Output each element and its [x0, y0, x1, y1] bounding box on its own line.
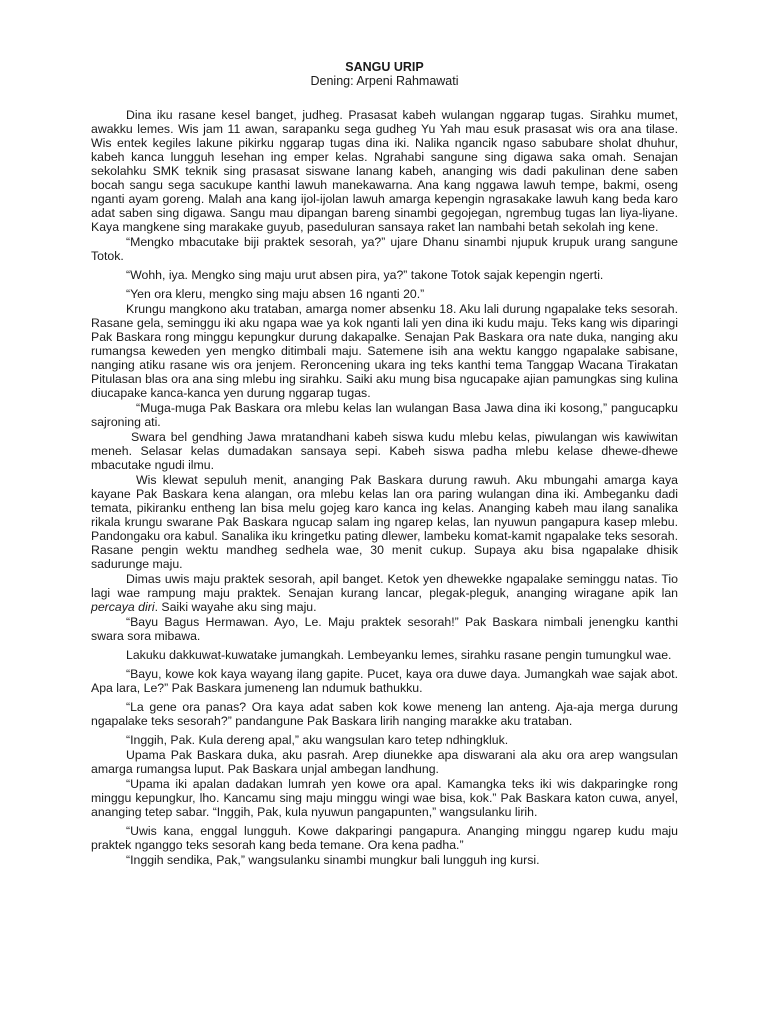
paragraph: Dina iku rasane kesel banget, judheg. Prasasat kabeh wulangan nggarap tugas. Sirahku mumet, awakku lemes. Wis jam 11 awan, sarapanku sega gudheg Yu Yah mau esuk prasasat wis ora ana tilase. Wis entek kegiles lakune pikirku nggarap tugas dina iki. Nalika ngancik ngaso sabubare sholat dhuhur, kabeh kanca lungguh lesehan ing emper kelas. Ngrahabi sangune sing digawa saka omah. Senajan sekolahku SMK teknik sing prasasat siswane lanang kabeh, ananging wis dadi pakulinan dene saben bocah sangu sega sacukupe kanthi lawuh manekawarna. Ana kang nggawa lawuh tempe, bakmi, oseng nganti ayam goreng. Malah ana kang ijol-ijolan lawuh amarga kepengin ngrasakake lawuh kang beda karo adat saben sing digawa. Sangu mau dipangan bareng sinambi gegojegan, ngrembug tugas lan liya-liyane. Kaya mangkene sing marakake guyub, paseduluran sansaya raket lan nambahi betah sekolah ing kene. — [91, 108, 678, 234]
paragraph: “Bayu Bagus Hermawan. Ayo, Le. Maju praktek sesorah!” Pak Baskara nimbali jenengku kanthi swara sora mibawa. — [91, 615, 678, 643]
paragraph: Lakuku dakkuwat-kuwatake jumangkah. Lembeyanku lemes, sirahku rasane pengin tumungkul wae. — [126, 648, 672, 662]
paragraph: Krungu mangkono aku trataban, amarga nomer absenku 18. Aku lali durung ngapalake teks sesorah. Rasane gela, seminggu iki aku ngapa wae ya kok nganti lali yen dina iki kudu maju. Teks kang wis diparingi Pak Baskara rong minggu kepungkur durung dakapalke. Senajan Pak Baskara ora nate duka, nanging aku rumangsa keweden yen mengko ditimbali maju. Satemene isih ana wektu kanggo ngapalake sabisane, nanging atiku rasane wis ora jenjem. Reroncening ukara ing teks kanthi tema Tanggap Wacana Tirakatan Pitulasan blas ora ana sing mlebu ing sirahku. Saiki aku mung bisa ngucapake ajian pamungkas sing kulina diucapake kanca-kanca yen durung nggarap tugas. — [91, 302, 678, 400]
paragraph-text: Dimas uwis maju praktek sesorah, apil banget. Ketok yen dhewekke ngapalake seminggu natas. Tio lagi wae rampung maju praktek. Senajan kurang lancar, plegak-pleguk, ananging wiragane apik lan — [91, 572, 678, 600]
paragraph: “Upama iki apalan dadakan lumrah yen kowe ora apal. Kamangka teks iki wis dakparingke rong minggu kepungkur, lho. Kancamu sing maju minggu wingi wae bisa, kok.” Pak Baskara katon cuwa, anyel, ananging tetep sabar. “Inggih, Pak, kula nyuwun pangapunten,” wangsulanku lirih. — [91, 777, 678, 819]
paragraph: Wis klewat sepuluh menit, ananging Pak Baskara durung rawuh. Aku mbungahi amarga kaya kayane Pak Baskara kena alangan, ora mlebu kelas lan ora paring wulangan dina iki. Ambeganku dadi temata, pikiranku entheng lan bisa melu gojeg karo kanca ing kelas. Ananging kabeh mau ilang sanalika rikala krungu swarane Pak Baskara ngucap salam ing ngarep kelas, lan nyuwun pangapura kasep mlebu. Pandongaku ora kabul. Sanalika iku kringetku pating dlewer, lambeku komat-kamit ngapalake teks sesorah. Rasane pengin wektu mandheg sedhela wae, 30 menit cukup. Supaya aku bisa ngapalake dhisik sadurunge maju. — [91, 473, 678, 571]
paragraph: Swara bel gendhing Jawa mratandhani kabeh siswa kudu mlebu kelas, piwulangan wis kawiwitan meneh. Selasar kelas dumadakan sansaya sepi. Kabeh siswa padha mlebu kelase dhewe-dhewe mbacutake ngudi ilmu. — [91, 430, 678, 472]
story-author: Dening: Arpeni Rahmawati — [310, 74, 459, 88]
paragraph: “Bayu, kowe kok kaya wayang ilang gapite. Pucet, kaya ora duwe daya. Jumangkah wae sajak abot. Apa lara, Le?” Pak Baskara jumeneng lan ndumuk bathukku. — [91, 667, 678, 695]
paragraph: “Inggih, Pak. Kula dereng apal,” aku wangsulan karo tetep ndhingkluk. — [126, 733, 509, 747]
paragraph: “Wohh, iya. Mengko sing maju urut absen pira, ya?” takone Totok sajak kepengin ngerti. — [126, 268, 604, 282]
italic-phrase: percaya diri — [91, 600, 155, 614]
paragraph: “La gene ora panas? Ora kaya adat saben kok kowe meneng lan anteng. Aja-aja merga durung ngapalake teks sesorah?” pandangune Pak Baskara lirih nanging marakke aku trataban. — [91, 700, 678, 728]
paragraph: “Yen ora kleru, mengko sing maju absen 16 nganti 20.” — [126, 287, 425, 301]
paragraph-text: . Saiki wayahe aku sing maju. — [154, 600, 317, 614]
paragraph: “Muga-muga Pak Baskara ora mlebu kelas lan wulangan Basa Jawa dina iki kosong,” pangucapku sajroning ati. — [91, 401, 678, 429]
story-title: SANGU URIP — [345, 60, 424, 74]
paragraph: “Inggih sendika, Pak,” wangsulanku sinambi mungkur bali lungguh ing kursi. — [126, 853, 540, 867]
paragraph: “Uwis kana, enggal lungguh. Kowe dakparingi pangapura. Ananging minggu ngarep kudu maju praktek nganggo teks sesorah kang beda temane. Ora kena padha.” — [91, 824, 678, 852]
paragraph — [91, 572, 678, 614]
paragraph: Upama Pak Baskara duka, aku pasrah. Arep diunekke apa diswarani ala aku ora arep wangsulan amarga rumangsa luput. Pak Baskara unjal ambegan landhung. — [91, 748, 678, 776]
paragraph: “Mengko mbacutake biji praktek sesorah, ya?” ujare Dhanu sinambi njupuk krupuk urang sangune Totok. — [91, 235, 678, 263]
